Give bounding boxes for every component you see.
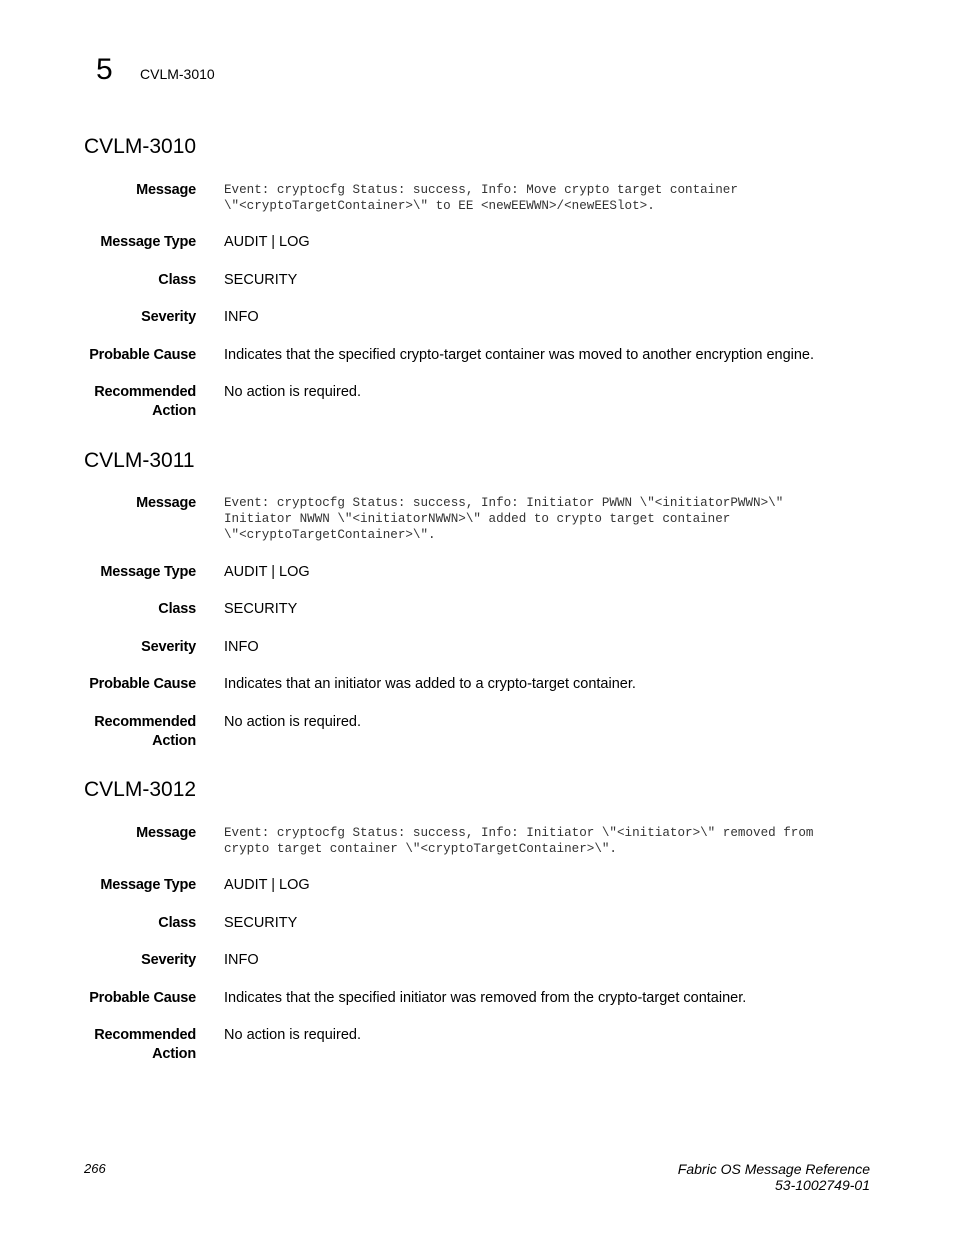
message-label: Message — [136, 495, 196, 511]
footer-doc-number: 53-1002749-01 — [775, 1177, 870, 1193]
class-value: SECURITY — [224, 601, 298, 617]
message-type-value: AUDIT | LOG — [224, 234, 310, 250]
page-number: 266 — [84, 1161, 106, 1176]
message-text: Event: cryptocfg Status: success, Info: Initiator \"<initiator>\" removed from crypto target container \"<cryptoTargetContainer>\". — [224, 826, 814, 856]
severity-label: Severity — [141, 309, 196, 325]
chapter-number: 5 — [96, 53, 113, 86]
probable-cause-value: Indicates that the specified crypto-target container was moved to another encryption engine. — [224, 347, 815, 363]
recommended-action-label: Recommended Action — [94, 384, 196, 419]
message-type-label: Message Type — [100, 877, 196, 893]
probable-cause-label: Probable Cause — [89, 676, 196, 692]
probable-cause-label: Probable Cause — [89, 347, 196, 363]
message-section — [84, 778, 874, 1062]
message-text: Event: cryptocfg Status: success, Info: Move crypto target container \"<cryptoTargetContainer>\" to EE <newEEWWN>/<newEESlot>. — [224, 183, 738, 213]
chapter-running-title: CVLM-3010 — [140, 66, 215, 82]
footer-doc-info — [678, 1161, 870, 1193]
recommended-action-value: No action is required. — [224, 714, 362, 730]
severity-label: Severity — [141, 952, 196, 968]
class-label: Class — [158, 601, 196, 617]
message-text: Event: cryptocfg Status: success, Info: Initiator PWWN \"<initiatorPWWN>\" Initiator NWWN \"<initiatorNWWN>\" added to crypto target container \"<cryptoTargetContainer>\". — [224, 496, 784, 542]
probable-cause-value: Indicates that the specified initiator was removed from the crypto-target container. — [224, 990, 747, 1006]
probable-cause-value: Indicates that an initiator was added to a crypto-target container. — [224, 676, 636, 692]
class-value: SECURITY — [224, 272, 298, 288]
message-label: Message — [136, 182, 196, 198]
recommended-action-label: Recommended Action — [94, 1027, 196, 1062]
class-label: Class — [158, 915, 196, 931]
footer-doc-title: Fabric OS Message Reference — [677, 1161, 870, 1177]
severity-value: INFO — [224, 952, 259, 968]
class-label: Class — [158, 272, 196, 288]
section-title: CVLM-3012 — [84, 778, 197, 801]
message-type-value: AUDIT | LOG — [224, 877, 310, 893]
recommended-action-label: Recommended Action — [94, 714, 196, 749]
message-type-label: Message Type — [100, 564, 196, 580]
severity-value: INFO — [224, 309, 259, 325]
section-title: CVLM-3010 — [84, 135, 197, 158]
severity-label: Severity — [141, 639, 196, 655]
message-label: Message — [136, 825, 196, 841]
class-value: SECURITY — [224, 915, 298, 931]
message-section — [84, 135, 874, 419]
section-title: CVLM-3011 — [84, 449, 195, 472]
recommended-action-value: No action is required. — [224, 384, 362, 400]
message-section — [84, 449, 874, 749]
severity-value: INFO — [224, 639, 259, 655]
message-type-label: Message Type — [100, 234, 196, 250]
recommended-action-value: No action is required. — [224, 1027, 362, 1043]
message-type-value: AUDIT | LOG — [224, 564, 310, 580]
probable-cause-label: Probable Cause — [89, 990, 196, 1006]
